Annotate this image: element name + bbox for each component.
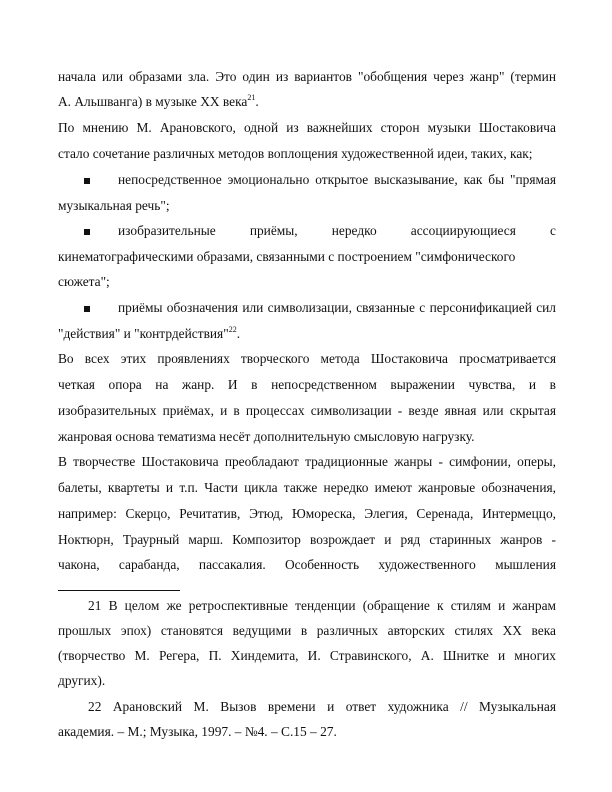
paragraph-line [58, 93, 556, 111]
bullet-marker [84, 306, 90, 312]
paragraph-line: Во всех этих проявлениях творческого метода Шостаковича просматривается [58, 351, 556, 366]
footnote-21-line: (творчество М. Регера, П. Хиндемита, И. Стравинского, А. Шнитке и многих [58, 648, 556, 663]
footnote-21-line: прошлых эпох) становятся ведущими в различных авторских стилях XX века [58, 623, 556, 638]
footnote-ref-21[interactable]: 21 [247, 93, 256, 102]
bullet-marker [84, 229, 90, 235]
paragraph-line: жанровая основа тематизма несёт дополнительную смысловую нагрузку. [58, 429, 475, 444]
footnote-22-line: 22 Арановский М. Вызов времени и ответ художника // Музыкальная [88, 699, 556, 714]
bullet-text: . [236, 326, 241, 341]
footnote-21-line: 21 В целом же ретроспективные тенденции (обращение к стилям и жанрам [88, 598, 556, 613]
paragraph-line: например: Скерцо, Речитатив, Этюд, Юмореска, Элегия, Серенада, Интермеццо, [58, 506, 556, 521]
bullet-line: изобразительные приёмы, нередко ассоциирующиеся с [118, 223, 556, 238]
paragraph-line: начала или образами зла. Это один из вариантов "обобщения через жанр" (термин [58, 69, 556, 84]
bullet-line: музыкальная речь"; [58, 198, 170, 213]
footnote-22-line: академия. – М.; Музыка, 1997. – №4. – С.15 – 27. [58, 724, 337, 739]
paragraph-line: изобразительных приёмах, и в процессах символизации - везде явная или скрытая [58, 403, 556, 418]
paragraph-text: А. Альшванга) в музыке XX века [58, 94, 248, 109]
bullet-line: непосредственное эмоционально открытое высказывание, как бы "прямая [118, 172, 556, 187]
paragraph-line: стало сочетание различных методов воплощения художественной идеи, таких, как; [58, 146, 533, 161]
footnote-21-line: других). [58, 673, 106, 688]
footnote-ref-22[interactable]: 22 [228, 325, 237, 334]
paragraph-line: чакона, сарабанда, пассакалия. Особенность художественного мышления [58, 557, 556, 572]
bullet-marker [84, 178, 90, 184]
footnote-separator [58, 590, 180, 591]
paragraph-text: . [255, 94, 259, 109]
paragraph-line: В творчестве Шостаковича преобладают традиционные жанры - симфонии, оперы, [58, 454, 556, 469]
paragraph-line: Ноктюрн, Траурный марш. Композитор возрождает и ряд старинных жанров - [58, 532, 556, 547]
bullet-line: приёмы обозначения или символизации, связанные с персонификацией сил [118, 300, 556, 315]
bullet-line: сюжета"; [58, 274, 110, 289]
bullet-text: "действия" и "контрдействия" [58, 326, 229, 341]
paragraph-line: балеты, квартеты и т.п. Части цикла также нередко имеют жанровые обозначения, [58, 480, 556, 495]
bullet-line [58, 325, 556, 343]
paragraph-line: четкая опора на жанр. И в непосредственном выражении чувства, и в [58, 377, 556, 392]
bullet-line: кинематографическими образами, связанными с построением "симфонического [58, 249, 516, 264]
paragraph-line: По мнению М. Арановского, одной из важнейших сторон музыки Шостаковича [58, 120, 556, 135]
